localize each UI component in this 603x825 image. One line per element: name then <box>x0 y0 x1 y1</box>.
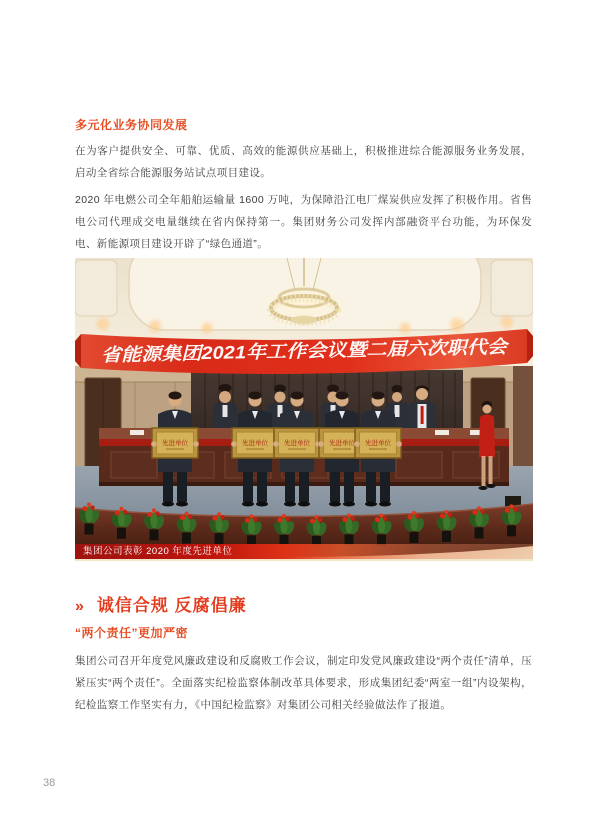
banner-text: 省能源集团2021年工作会议暨二届六次职代会 <box>100 337 466 366</box>
body-paragraph: 2020 年电燃公司全年船舶运输量 1600 万吨，为保障沿江电厂煤炭供应发挥了积极作用。省售电公司代理成交电量继续在省内保持第一。集团财务公司发挥内部融资平台功能，为环保发电、新能源项目建设开辟了“绿色通道”。 <box>75 194 532 250</box>
subsection-heading: “两个责任”更加严密 <box>75 626 189 640</box>
subsection-heading: 多元化业务协同发展 <box>75 118 188 132</box>
section-marker: » <box>75 598 84 615</box>
plaque-text: 先进单位 <box>329 440 355 447</box>
plaque-text: 先进单位 <box>284 440 310 447</box>
body-paragraph: 在为客户提供安全、可靠、优质、高效的能源供应基础上，积极推进综合能源服务业务发展，启动全省综合能源服务站试点项目建设。 <box>75 145 532 179</box>
plaque-text: 先进单位 <box>242 440 268 447</box>
page-number: 38 <box>43 777 56 789</box>
plaque-text: 先进单位 <box>162 440 188 447</box>
ceremony-scene <box>75 258 533 561</box>
ceremony-photo <box>75 258 533 561</box>
plaque-text: 先进单位 <box>365 440 391 447</box>
section-heading <box>75 591 247 616</box>
photo-caption-band: 集团公司表彰 2020 年度先进单位 <box>75 544 533 559</box>
body-paragraph: 集团公司召开年度党风廉政建设和反腐败工作会议，制定印发党风廉政建设“两个责任”清单，压紧压实“两个责任”。全面落实纪检监察体制改革具体要求，形成集团纪委“两室一组”内设架构，纪检监察工作坚实有力，《中国纪检监察》对集团公司相关经验做法作了报道。 <box>75 655 532 711</box>
section-heading-label: 诚信合规 反腐倡廉 <box>96 596 247 615</box>
